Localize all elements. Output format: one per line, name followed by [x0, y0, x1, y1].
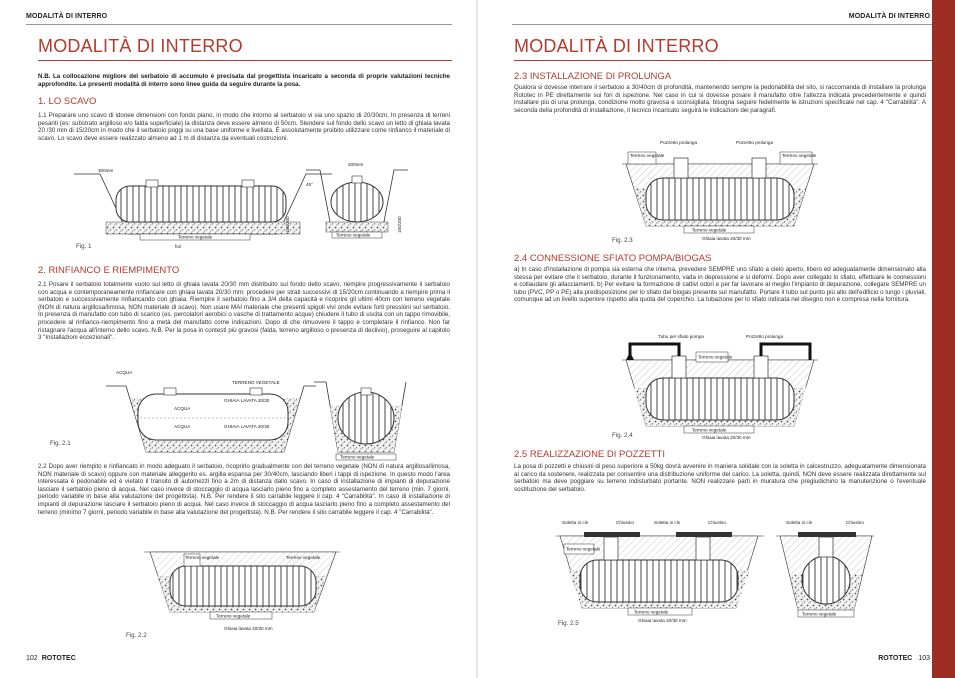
section-text-scavo: 1.1 Preparare uno scavo di idonee dimensioni con fondo piano, in modo che intorno al serbatoio vi sia uno spazio di 20/30cm. In presenza di terreni pesanti (es: substrato argilloso e/o falda superficiale) la distanza deve essere almeno di 50cm. Stendere sul fondo dello scavo un letto di ghiaia lavata 20 /30 mm di 15/20cm in modo che il serbatoio poggi su una base uniforme e livellata. È assolutamente proibito utilizzare come rinfianco il materiale di scavo. Lo scavo deve essere realizzato almeno ad 1 m di distanza da eventuali costruzioni.	[38, 112, 450, 142]
tank-long	[646, 178, 794, 220]
tank-long	[646, 378, 794, 420]
label-fig1-holes: fori	[175, 244, 182, 249]
right-footer	[878, 655, 930, 662]
label-fig21-acqua-a: ACQUA	[116, 370, 133, 375]
section-title-sfiato: 2.4 CONNESSIONE SFIATO POMPA/BIOGAS	[514, 253, 712, 264]
manhole-riser	[696, 537, 710, 560]
label-fig25-soil-b: Terreno vegetale	[566, 546, 601, 552]
inspection-cap	[242, 180, 254, 187]
concrete-slab	[798, 532, 856, 537]
label-fig25-soil-a: Terreno vegetale	[634, 609, 669, 615]
label-fig1-soil-b: Terreno vegetale	[336, 232, 371, 238]
label-fig25-slab-a: Soletta in cls	[562, 520, 589, 525]
tank-section	[331, 182, 383, 222]
tank-long	[170, 566, 316, 606]
label-fig23-gravel: Ghiaia lavata 20/30 mm	[702, 236, 751, 240]
label-fig23-soil-b: Terreno vegetale	[782, 153, 817, 158]
left-page	[0, 0, 477, 678]
label-fig22-soil-a: Terreno vegetale	[185, 555, 220, 560]
section-title-pozzetti: 2.5 REALIZZAZIONE DI POZZETTI	[514, 449, 665, 460]
inspection-cap	[361, 388, 371, 395]
page-number-right: 103	[918, 655, 930, 662]
extension-riser	[754, 356, 768, 378]
left-footer	[26, 655, 76, 662]
figure-2-2-caption: Fig. 2.2	[126, 632, 147, 639]
label-fig1-angle: 45°	[306, 182, 313, 187]
section-title-scavo: 1. LO SCAVO	[38, 96, 97, 107]
label-fig22-soil-c: Terreno vegetale	[216, 613, 251, 619]
label-fig25-cover-a: Chiusino	[616, 520, 634, 525]
intro-note: N.B. La collocazione migliore del serbatoio di accumulo è precisata dal progettista incaricato a seconda di proprie valutazioni tecniche approfondite. Le presenti modalità di interro sono linee guida da seguire durante la posa.	[38, 73, 450, 88]
figure-1-caption: Fig. 1	[76, 243, 92, 250]
section-title-prolunga: 2.3 INSTALLAZIONE DI PROLUNGA	[514, 71, 672, 82]
label-fig25-slab-c: Soletta in cls	[786, 520, 813, 525]
figure-1-excavation	[70, 160, 410, 250]
label-fig25-slab-b: Soletta in cls	[654, 520, 681, 525]
left-running-header: MODALITÀ DI INTERRO	[26, 13, 108, 20]
figure-2-4-caption: Fig. 2.4	[612, 432, 633, 439]
label-fig23-soil-a: Terreno vegetale	[630, 153, 665, 158]
label-fig22-soil-b: Terreno vegetale	[286, 555, 321, 560]
title-rule	[514, 60, 932, 61]
edge-color-bar	[932, 0, 955, 678]
extension-riser	[672, 356, 686, 378]
figure-2-5-caption: Fig. 2.5	[558, 620, 579, 627]
inspection-cap	[146, 180, 158, 187]
tank-long	[580, 560, 738, 602]
label-fig22-gravel: Ghiaia lavata 20/30 mm	[224, 626, 273, 631]
page-title: MODALITÀ DI INTERRO	[38, 36, 243, 56]
label-fig25-cover-c: Chiusino	[846, 520, 864, 525]
concrete-slab	[584, 532, 640, 537]
figure-2-3-caption: Fig. 2.3	[612, 237, 633, 244]
inspection-cap	[164, 388, 176, 395]
inspection-cap	[352, 176, 362, 183]
label-fig24-vent: Tubo per sfiato pompa	[658, 334, 704, 339]
section-text-prolunga: Qualora si dovesse interrare il serbatoio a 30/40cm di profondità, mantenendo sempre la pedonabilità del sito, si raccomanda di installare la prolunga Rototec in PE direttamente sui fori di ispezione. Nel caso in cui si dovesse posare il manufatto oltre l'altezza indicata precedentemente e quindi installare più di una prolunga, condizione molto gravosa e sconsigliata, bisogna seguire fedelmente le istruzioni specificate nel cap. 4 "Carrabilità". A seconda della profondità di installazione, il tecnico incaricato seguirà le indicazioni dei paragrafi.	[514, 84, 926, 114]
label-fig23-riser-b: Pozzetto prolunga	[736, 140, 774, 145]
page-title: MODALITÀ DI INTERRO	[514, 36, 719, 56]
extension-riser	[674, 158, 688, 178]
label-fig25-gravel: Ghiaia lavata 20/30 mm	[638, 618, 687, 623]
figure-2-5-manholes	[554, 514, 878, 624]
label-fig21-acqua-b: ACQUA	[174, 406, 191, 411]
section-text-rinfianco-2: 2.2 Dopo aver riempito e rinfiancato in modo adeguato il serbatoio, ricoprirlo gradualmente con del terreno vegetale (NON di natura argillosa/limosa, NON materiale di scavo) oppure con materiale alleggerito es. argilla espansa per 30/40cm, lasciando liberi i tappi di ispezione. In questo modo l'area interessata è pedonabile ed è vietato il transito di automezzi fino a 2m di distanza dallo scavo. In caso di installazione di impianti di depurazione lasciare il serbatoio pieno di acqua. Nel caso invece di stoccaggio di acqua lasciarlo pieno fino a completo assestamento del terreno (min. 7 giorni, periodo variabile in base alla valutazione del progettista). N.B. Per rendere il sito carrabile leggere il cap. 4 "Carrabilità". In caso di installazione di impianti di depurazione lasciare il serbatoio pieno di acqua. Nel caso invece di stoccaggio di acqua lasciarlo pieno fino a completo assestamento del terreno (minimo 7 giorni, periodo variabile in base alla valutazione del progettista). N.B. Per rendere il sito carrabile leggere il cap. 4 "Carrabilità".	[38, 463, 450, 516]
label-fig21-acqua-c: ACQUA	[174, 424, 191, 429]
label-fig21-gravel-b: GHIAIA LAVATA 20/30	[224, 424, 270, 429]
header-rule	[512, 24, 932, 25]
figure-2-4-vent	[618, 330, 828, 440]
gravel-bed	[326, 222, 388, 232]
extension-riser	[752, 158, 766, 178]
section-text-sfiato: a) In caso d'installazione di pompa sia esterna che interna, prevedere SEMPRE uno sfiato a cielo aperto, libero ed adeguatamente dimensionato alla stessa per evitare che il serbatoio, durante il funzionamento, vada in depressione e si deformi. Dopo aver collegato lo sfiato, effettuare le connessioni e collaudare gli allacciamenti. b) Per evitare la formazione di cattivi odori e per far lavorare al meglio l'impianto di depurazione, collegare SEMPRE un tubo (PVC, PP o PE) alla predisposizione per lo sfiato del biogas presente sul manufatto. Portare il tubo sul punto più alto dell'edificio o lungo i pluviali, comunque ad un livello superiore rispetto alla quota del coperchio. La tubazione per lo sfiato indicata nel disegno non è compresa nella fornitura.	[514, 266, 926, 304]
label-fig23-riser-a: Pozzetto prolunga	[660, 140, 698, 145]
inspection-cap	[250, 388, 262, 395]
label-fig21-soil: TERRENO VEGETALE	[232, 380, 280, 385]
label-fig1-300: 300mm	[98, 168, 114, 173]
gravel-bed	[106, 222, 300, 234]
figure-2-2-cover	[140, 548, 350, 634]
label-fig1-depth-b: 150/200	[397, 216, 402, 233]
concrete-slab	[676, 532, 732, 537]
header-rule	[26, 24, 452, 25]
figure-2-3-extension	[618, 134, 828, 240]
figure-2-1-backfill	[100, 366, 410, 462]
label-fig1-depth-a: 150/200	[285, 216, 290, 233]
label-fig1-200: 200mm	[348, 162, 364, 167]
page-number-left: 102	[26, 655, 38, 662]
tank-long	[116, 186, 286, 222]
tank-section	[338, 392, 394, 444]
footer-brand-left: ROTOTEC	[41, 655, 76, 662]
label-fig23-soil-c: Terreno vegetale	[692, 227, 727, 233]
right-page	[478, 0, 932, 678]
manhole-riser	[819, 537, 833, 557]
label-fig24-soil-a: Terreno vegetale	[698, 354, 733, 360]
figure-2-1-caption: Fig. 2.1	[50, 440, 71, 447]
right-running-header: MODALITÀ DI INTERRO	[848, 13, 930, 20]
label-fig21-soil-b: Terreno vegetale	[340, 454, 375, 460]
label-fig21-gravel-a: GHIAIA LAVATA 20/30	[224, 398, 270, 403]
manhole-riser	[604, 537, 618, 560]
label-fig25-cover-b: Chiusino	[708, 520, 726, 525]
tank-section	[802, 556, 850, 604]
label-fig24-gravel: Ghiaia lavata 20/30 mm	[702, 435, 751, 440]
label-fig1-soil-a: Terreno vegetale	[178, 234, 213, 240]
footer-brand-right: ROTOTEC	[878, 655, 913, 662]
label-fig24-soil-b: Terreno vegetale	[692, 427, 727, 433]
section-title-rinfianco: 2. RINFIANCO E RIEMPIMENTO	[38, 265, 180, 276]
section-text-pozzetti: La posa di pozzetti e chiusini di peso superiore a 50kg dovrà avvenire in maniera solidale con la soletta in calcestruzzo, adeguatamente dimensionata al carico da sostenere, realizzata per consentire una distribuzione uniforme del carico. La soletta, quindi, NON deve essere realizzata direttamente sul serbatoio ma deve poggiare su terreno indisturbato portante. NON realizzare parti in muratura che pregiudichino la manutenzione o l'eventuale sostituzione del serbatoio.	[514, 463, 926, 493]
title-rule	[38, 60, 452, 61]
vent-arrow	[626, 352, 634, 360]
label-fig24-riser: Pozzetto prolunga	[746, 334, 784, 339]
label-fig25-soil-c: Terreno vegetale	[802, 611, 837, 617]
section-text-rinfianco-1: 2.1 Posare il serbatoio totalmente vuoto sul letto di ghiaia lavata 20/30 mm distribuito sul fondo dello scavo, riempire progressivamente il serbatoio con acqua e contemporaneamente rinfiancare con ghiaia lavata 20/30 mm: procedere per strati successivi di 15/20cm continuando a riempire prima il serbatoio e successivamente rinfiancando con ghiaia. Riempire il serbatoio fino a 3/4 della capacità e ricoprire gli ultimi 40cm con terreno vegetale (NON di natura argillosa/limosa, NON materiale di scavo). Non usare MAI materiale che presenti spigoli vivi onde evitare forti pressioni sul serbatoio. In presenza di manufatto con tubo di scarico (es. percolatori aerobici o vasche di trattamento acque) chiudere il tubo di uscita con un tappo rimovibile, procedere al rinfianco-riempimento fino a metà del manufatto come indicazioni. Dopo di che rimuovere il tappo e completare il rinfianco. Non far ristagnare l'acqua all'interno dello scavo. N.B. Per la posa in contesti più gravosi (falda, terreno argilloso o presenza di declivio), proseguire al capitolo 3 "Installazioni eccezionali".	[38, 281, 450, 342]
